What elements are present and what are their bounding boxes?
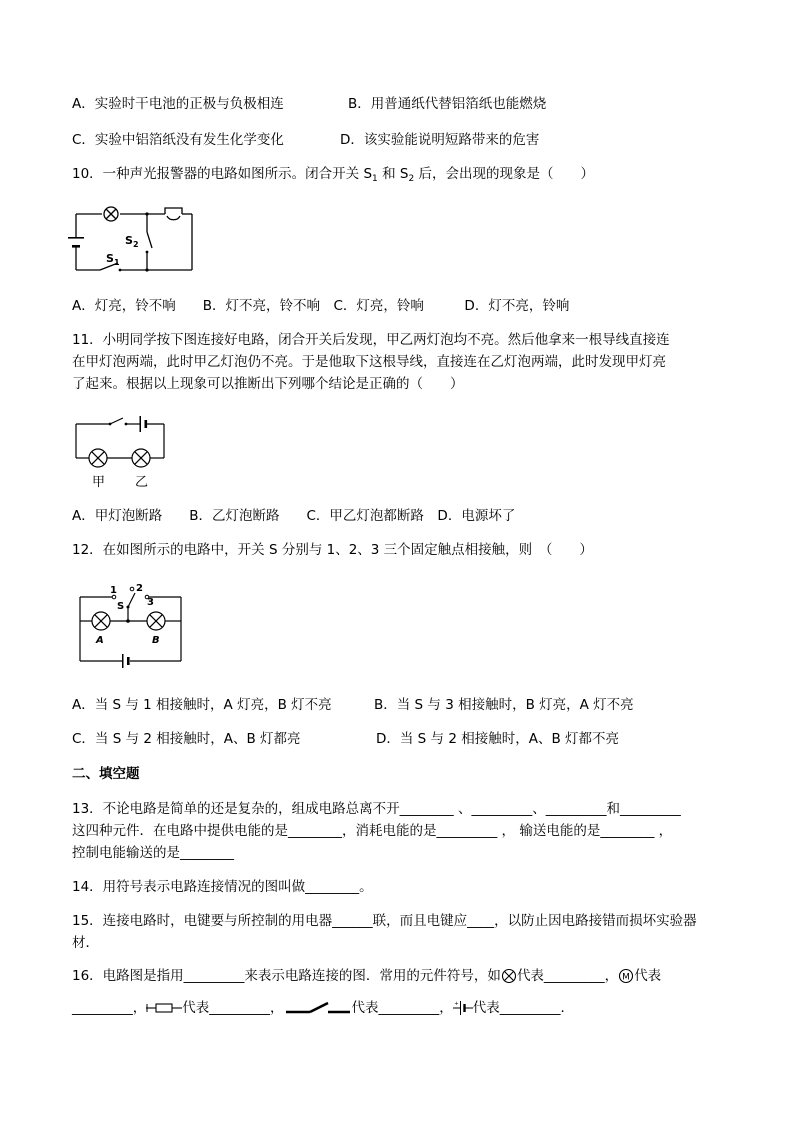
q12-fig-lamp-b: B	[152, 635, 160, 646]
q10-stem-text-b: 和 S	[377, 166, 409, 182]
q11-fig-label-yi: 乙	[135, 475, 149, 490]
q12-option-c: C．当 S 与 2 相接触时，A、B 灯都亮	[72, 731, 301, 747]
q10-circuit-diagram	[70, 200, 210, 280]
q12-option-d: D．当 S 与 2 相接触时，A、B 灯都不亮	[376, 731, 620, 747]
q11-stem-line1: 11．小明同学按下图连接好电路，闭合开关后发现，甲乙两灯泡均不亮。然后他拿来一根导线直接连	[72, 332, 670, 348]
q10-stem-text-c: 后，会出现的现象是（ ）	[414, 166, 594, 182]
q10-stem-text-a: 10．一种声光报警器的电路如图所示。闭合开关 S	[72, 166, 373, 182]
q16-line1-text-b: 代表_________，	[516, 968, 619, 984]
q12-fig-contact-3: 3	[147, 597, 154, 608]
q16-line1	[72, 967, 661, 985]
q13-line3: 控制电能输送的是________	[72, 845, 234, 861]
resistor-symbol-icon	[146, 1001, 182, 1015]
q10-options: A．灯亮，铃不响 B．灯不亮，铃不响 C．灯亮，铃响 D．灯不亮，铃响	[72, 298, 570, 314]
q16-line1-text-c: 代表	[634, 968, 662, 984]
lamp-symbol-icon	[501, 968, 517, 984]
switch-symbol-icon	[284, 1000, 352, 1016]
q12-circuit-diagram	[76, 583, 186, 665]
q10-fig-s2-label: $S_2$	[125, 234, 139, 249]
q11-fig-label-jia: 甲	[92, 475, 106, 490]
section-heading-fill-in: 二、填空题	[72, 766, 140, 782]
q9-option-a: A．实验时干电池的正极与负极相连	[72, 96, 284, 112]
q12-fig-switch-s: S	[117, 601, 125, 612]
q13-line1: 13．不论电路是简单的还是复杂的，组成电路总离不开________ 、_________、_________和_________	[72, 801, 681, 817]
q16-line2-text-a: _________，	[72, 1000, 147, 1016]
q15-line2: 材．	[72, 935, 99, 951]
motor-symbol-icon	[618, 968, 634, 984]
q9-option-d: D．该实验能说明短路带来的危害	[340, 132, 540, 148]
q16-line2-text-b: 代表_________，	[182, 1000, 284, 1016]
q12-fig-lamp-a: A	[96, 635, 104, 646]
q9-option-c: C．实验中铝箔纸没有发生化学变化	[72, 132, 284, 148]
battery-symbol-icon	[453, 1000, 473, 1016]
q16-line2-text-d: 代表_________．	[472, 1000, 574, 1016]
q10-fig-s1-label: $S_1$	[106, 252, 120, 267]
motor-symbol-letter: M	[622, 972, 631, 983]
q13-line2: 这四种元件．在电路中提供电能的是________，消耗电能的是_________ ， 输送电能的是________ ，	[72, 823, 673, 839]
q15-line1: 15．连接电路时，电键要与所控制的用电器______联，而且电键应____，以防止因电路接错而损坏实验器	[72, 913, 697, 929]
q12-fig-contact-1: 1	[110, 585, 117, 596]
q11-options: A．甲灯泡断路 B．乙灯泡断路 C．甲乙灯泡都断路 D．电源坏了	[72, 508, 516, 524]
q16-line2	[72, 999, 574, 1017]
q10-stem	[72, 165, 594, 188]
q12-option-b: B．当 S 与 3 相接触时，B 灯亮，A 灯不亮	[374, 697, 634, 713]
q12-option-a: A．当 S 与 1 相接触时，A 灯亮，B 灯不亮	[72, 697, 332, 713]
q16-line2-text-c: 代表_________，	[351, 1000, 453, 1016]
q11-stem-line3: 了起来。根据以上现象可以推断出下列哪个结论是正确的（ ）	[72, 376, 464, 392]
q9-option-b: B．用普通纸代替铝箔纸也能燃烧	[348, 96, 547, 112]
q16-line1-text-a: 16．电路图是指用_________来表示电路连接的图．常用的元件符号，如	[72, 968, 501, 984]
q11-circuit-diagram	[70, 412, 180, 492]
q11-stem-line2: 在甲灯泡两端，此时甲乙灯泡仍不亮。于是他取下这根导线，直接连在乙灯泡两端，此时发现甲灯亮	[72, 354, 666, 370]
battery-plus-sign: +	[454, 1001, 459, 1007]
q12-fig-contact-2: 2	[136, 583, 143, 594]
q10-sub1: 1	[372, 174, 378, 184]
q12-stem: 12．在如图所示的电路中，开关 S 分别与 1、2、3 三个固定触点相接触，则 （ ）	[72, 542, 593, 558]
q10-sub2: 2	[408, 174, 415, 184]
q14-text: 14．用符号表示电路连接情况的图叫做________。	[72, 879, 373, 895]
